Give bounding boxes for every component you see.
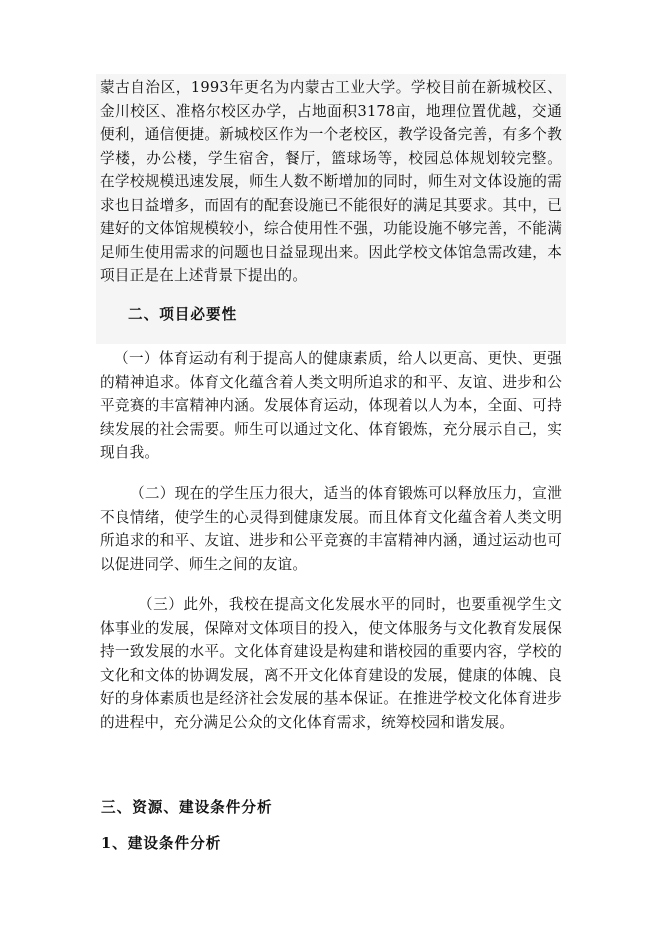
- heading-construction-conditions: 1、建设条件分析: [101, 835, 222, 852]
- heading-project-necessity: 二、项目必要性: [128, 306, 238, 323]
- paragraph-point-3: （三）此外，我校在提高文化发展水平的同时，也要重视学生文体事业的发展，保障对文体项目的投入，使文体服务与文化教育发展保持一致发展的水平。文化体育建设是构建和谐校园的重要内容，学校的文化和文体的协调发展，离不开文化体育建设的发展，健康的体魄、良好的身体素质也是经济社会发展的基本保证。在推进学校文化体育进步的进程中，充分满足公众的文化体育需求，统筹校园和谐发展。: [100, 596, 562, 731]
- heading-resources-analysis: 三、资源、建设条件分析: [101, 799, 273, 816]
- paragraph-point-1: （一）体育运动有利于提高人的健康素质，给人以更高、更快、更强的精神追求。体育文化蕴含着人类文明所追求的和平、友谊、进步和公平竞赛的丰富精神内涵。发展体育运动，体现着以人为本，全面、可持续发展的社会需要。师生可以通过文化、体育锻炼，充分展示自己，实现自我。: [100, 350, 562, 461]
- paragraph-point-2: （二）现在的学生压力很大，适当的体育锻炼可以释放压力，宣泄不良情绪，使学生的心灵得到健康发展。而且体育文化蕴含着人类文明所追求的和平、友谊、进步和公平竞赛的丰富精神内涵，通过运动也可以促进同学、师生之间的友谊。: [100, 485, 562, 573]
- paragraph-intro: 蒙古自治区，1993年更名为内蒙古工业大学。学校目前在新城校区、金川校区、准格尔校区办学，占地面积3178亩，地理位置优越，交通便利，通信便捷。新城校区作为一个老校区，教学设备完善，有多个教学楼，办公楼，学生宿舍，餐厅，篮球场等，校园总体规划较完整。 在学校规模迅速发展，师生人数不断增加的同时，师生对文体设施的需求也日益增多，而固有的配套设施已不能很好的满足其要求。其中，已建好的文体馆规模较小，综合使用性不强，功能设施不够完善，不能满足师生使用需求的问题也日益显现出来。因此学校文体馆急需改建，本项目正是在上述背景下提出的。: [100, 79, 562, 284]
